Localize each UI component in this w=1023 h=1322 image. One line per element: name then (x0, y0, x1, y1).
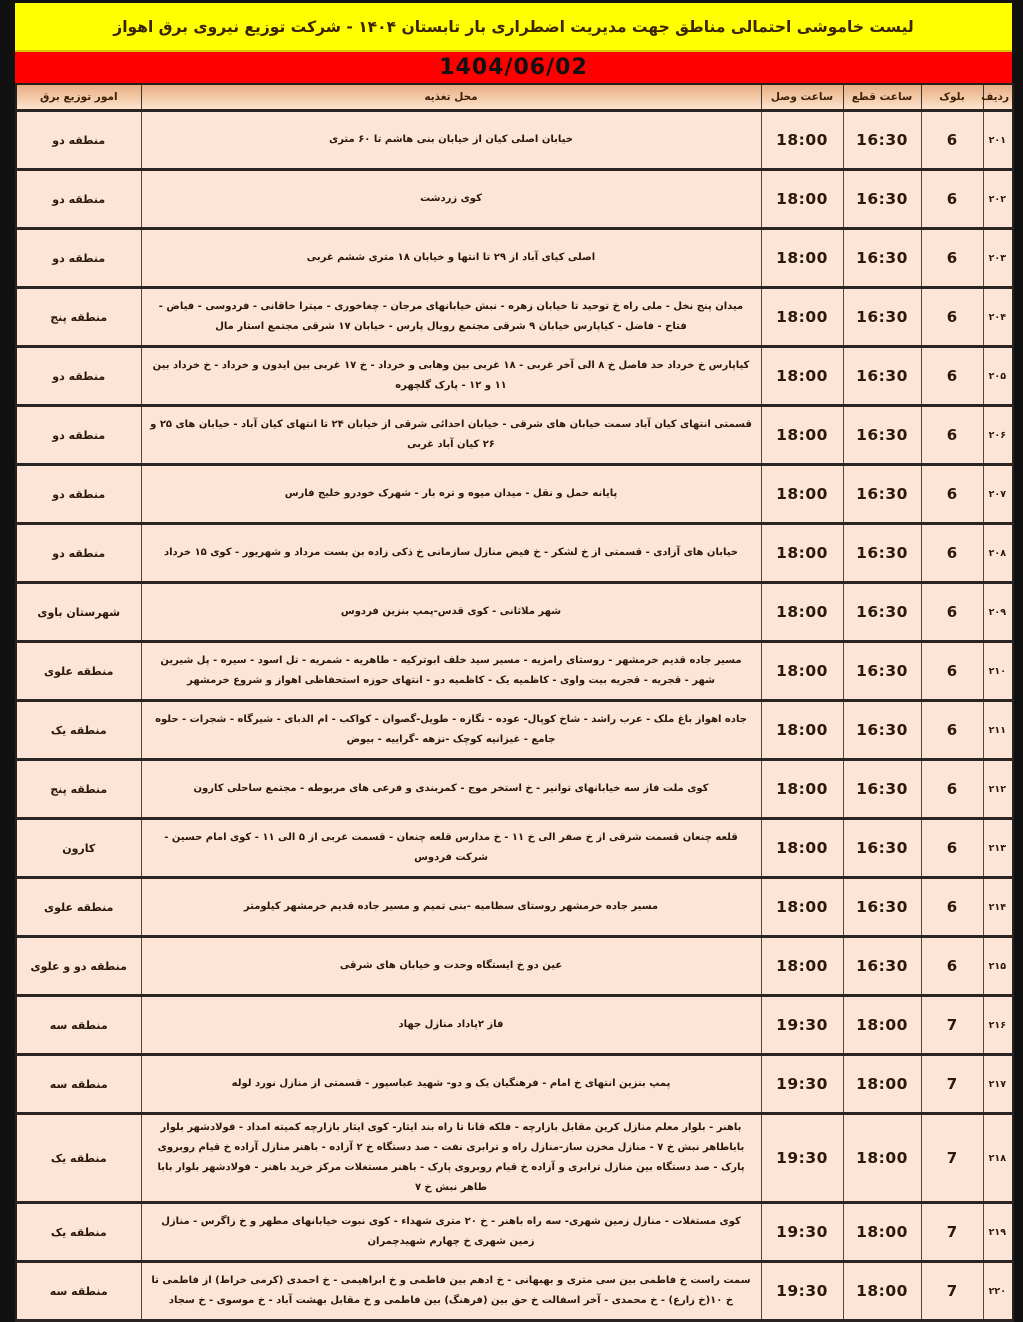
area-cell: منطقه علوی (16, 878, 141, 937)
table-row (16, 878, 1013, 937)
reconnect-time-cell: 18:00 (761, 288, 843, 347)
table-header-row (16, 84, 1013, 111)
cut-time-cell: 16:30 (843, 229, 921, 288)
block-cell: 7 (921, 1262, 983, 1321)
reconnect-time-cell: 18:00 (761, 465, 843, 524)
area-cell: شهرستان باوی (16, 583, 141, 642)
area-cell: منطقه یک (16, 1203, 141, 1262)
table-row (16, 170, 1013, 229)
date-banner: 1404/06/02 (15, 50, 1012, 83)
area-cell: منطقه دو (16, 170, 141, 229)
reconnect-time-cell: 18:00 (761, 347, 843, 406)
location-cell: کوی زردشت (141, 170, 761, 229)
reconnect-time-cell: 18:00 (761, 701, 843, 760)
row-number-cell: ۲۱۷ (983, 1055, 1013, 1114)
row-number-cell: ۲۱۸ (983, 1114, 1013, 1203)
location-cell: کیاپارس خ خرداد حد فاصل خ ۸ الی آخر غربی - ۱۸ غربی بین وهابی و خرداد - خ ۱۷ غربی بین ایدون و خرداد - خ خرداد بین ۱۱ و ۱۲ - پارک گلچهره (141, 347, 761, 406)
area-cell: منطقه یک (16, 1114, 141, 1203)
block-cell: 6 (921, 701, 983, 760)
reconnect-time-cell: 19:30 (761, 996, 843, 1055)
block-cell: 6 (921, 111, 983, 170)
row-number-cell: ۲۲۰ (983, 1262, 1013, 1321)
row-number-cell: ۲۰۴ (983, 288, 1013, 347)
cut-time-cell: 16:30 (843, 937, 921, 996)
cut-time-cell: 18:00 (843, 1114, 921, 1203)
block-cell: 6 (921, 819, 983, 878)
cut-time-cell: 16:30 (843, 288, 921, 347)
location-cell: خیابان های آزادی - قسمتی از خ لشکر - خ فیض منازل سازمانی خ ذکی زاده بن بست مرداد و شهریور - کوی ۱۵ خرداد (141, 524, 761, 583)
location-cell: میدان پنج نخل - ملی راه خ توحید تا خیابان زهره - نبش خیابانهای مرجان - چغاخوری - میترا خاقانی - فردوسی - فیاض - فتاح - فاضل - کیاپارس خیابان ۹ شرقی مجتمع رویال پارس - خیابان ۱۷ شرقی مجتمع استار مال (141, 288, 761, 347)
table-row (16, 996, 1013, 1055)
row-number-cell: ۲۱۴ (983, 878, 1013, 937)
reconnect-time-cell: 18:00 (761, 937, 843, 996)
block-cell: 6 (921, 937, 983, 996)
area-cell: منطقه سه (16, 1262, 141, 1321)
location-cell: مسیر جاده قدیم خرمشهر - روستای رامزیه - مسیر سید خلف ابوترکیه - طاهریه - شمریه - تل اسود - سیره - پل شیرین شهر - قجریه - قجریه بیت واوی - کاظمیه یک - کاظمیه دو - انتهای حوزه استحفاظی اهواز و شروع خرمشهر (141, 642, 761, 701)
cut-time-cell: 18:00 (843, 1203, 921, 1262)
reconnect-time-cell: 18:00 (761, 524, 843, 583)
cut-time-cell: 16:30 (843, 760, 921, 819)
table-row (16, 701, 1013, 760)
location-cell: کوی ملت فاز سه خیابانهای توانیر - خ استخر موج - کمربندی و فرعی های مربوطه - مجتمع ساحلی کارون (141, 760, 761, 819)
column-header-area: امور توزیع برق (16, 84, 141, 111)
reconnect-time-cell: 19:30 (761, 1114, 843, 1203)
location-cell: پمپ بنزین انتهای خ امام - فرهنگیان یک و دو- شهید عباسپور - قسمتی از منازل نورد لوله (141, 1055, 761, 1114)
row-number-cell: ۲۰۱ (983, 111, 1013, 170)
table-row (16, 406, 1013, 465)
block-cell: 7 (921, 1203, 983, 1262)
reconnect-time-cell: 19:30 (761, 1055, 843, 1114)
table-row (16, 288, 1013, 347)
location-cell: سمت راست خ فاطمی بین سی متری و بهبهانی - خ ادهم بین فاطمی و خ ابراهیمی - خ احمدی (کرمی خراط) از فاطمی تا خ ۱۰(خ زارع) - خ محمدی - آخر اسفالت خ حق بین (فرهنگ) بین فاطمی و خ مقابل بهشت آباد - خ موسوی - خ سجاد (141, 1262, 761, 1321)
location-cell: اصلی کیای آباد از ۲۹ تا انتها و خیابان ۱۸ متری ششم غربی (141, 229, 761, 288)
location-cell: شهر ملاثانی - کوی قدس-پمپ بنزین فردوس (141, 583, 761, 642)
location-cell: جاده اهواز باغ ملک - عرب راشد - شاخ کوپال- عوده - نگازه - طویل-گصوان - کواکب - ام الدبای - شیرگاه - شجرات - حلوه جامع - غیزانیه کوچک -نزهه -گراییه - بیوض (141, 701, 761, 760)
column-header-cut-time: ساعت قطع (843, 84, 921, 111)
reconnect-time-cell: 19:30 (761, 1203, 843, 1262)
row-number-cell: ۲۱۵ (983, 937, 1013, 996)
location-cell: پایانه حمل و نقل - میدان میوه و تره بار - شهرک خودرو خلیج فارس (141, 465, 761, 524)
row-number-cell: ۲۰۹ (983, 583, 1013, 642)
cut-time-cell: 16:30 (843, 701, 921, 760)
cut-time-cell: 16:30 (843, 819, 921, 878)
reconnect-time-cell: 18:00 (761, 819, 843, 878)
reconnect-time-cell: 18:00 (761, 878, 843, 937)
reconnect-time-cell: 18:00 (761, 583, 843, 642)
reconnect-time-cell: 18:00 (761, 229, 843, 288)
column-header-location: محل تغذیه (141, 84, 761, 111)
column-header-reconnect-time: ساعت وصل (761, 84, 843, 111)
row-number-cell: ۲۰۵ (983, 347, 1013, 406)
block-cell: 7 (921, 1114, 983, 1203)
area-cell: منطقه سه (16, 996, 141, 1055)
cut-time-cell: 18:00 (843, 1262, 921, 1321)
reconnect-time-cell: 18:00 (761, 170, 843, 229)
location-cell: فاز ۲پاداد منازل جهاد (141, 996, 761, 1055)
cut-time-cell: 16:30 (843, 406, 921, 465)
reconnect-time-cell: 18:00 (761, 642, 843, 701)
reconnect-time-cell: 18:00 (761, 760, 843, 819)
area-cell: منطقه پنج (16, 760, 141, 819)
area-cell: منطقه دو (16, 229, 141, 288)
row-number-cell: ۲۰۷ (983, 465, 1013, 524)
area-cell: منطقه دو و علوی (16, 937, 141, 996)
location-cell: قلعه چنعان قسمت شرقی از خ صفر الی خ ۱۱ - خ مدارس قلعه چنعان - قسمت غربی از ۵ الی ۱۱ - کوی امام حسین - شرکت فردوس (141, 819, 761, 878)
cut-time-cell: 16:30 (843, 878, 921, 937)
reconnect-time-cell: 19:30 (761, 1262, 843, 1321)
column-header-radif: ردیف (983, 84, 1013, 111)
table-row (16, 111, 1013, 170)
cut-time-cell: 18:00 (843, 1055, 921, 1114)
row-number-cell: ۲۱۲ (983, 760, 1013, 819)
area-cell: منطقه سه (16, 1055, 141, 1114)
table-row (16, 819, 1013, 878)
table-row (16, 1114, 1013, 1203)
table-row (16, 760, 1013, 819)
column-header-block: بلوک (921, 84, 983, 111)
table-row (16, 229, 1013, 288)
area-cell: منطقه دو (16, 111, 141, 170)
cut-time-cell: 16:30 (843, 642, 921, 701)
table-body (16, 111, 1013, 1321)
block-cell: 6 (921, 760, 983, 819)
table-row (16, 1203, 1013, 1262)
document-title: لیست خاموشی احتمالی مناطق جهت مدیریت اضطراری بار تابستان ۱۴۰۴ - شرکت توزیع نیروی برق اهواز (15, 3, 1012, 50)
table-row (16, 642, 1013, 701)
area-cell: منطقه دو (16, 406, 141, 465)
row-number-cell: ۲۰۶ (983, 406, 1013, 465)
table-row (16, 937, 1013, 996)
block-cell: 7 (921, 996, 983, 1055)
reconnect-time-cell: 18:00 (761, 111, 843, 170)
row-number-cell: ۲۱۶ (983, 996, 1013, 1055)
area-cell: منطقه علوی (16, 642, 141, 701)
block-cell: 6 (921, 583, 983, 642)
block-cell: 6 (921, 878, 983, 937)
cut-time-cell: 18:00 (843, 996, 921, 1055)
location-cell: عین دو خ ایستگاه وحدت و خیابان های شرقی (141, 937, 761, 996)
table-row (16, 1055, 1013, 1114)
location-cell: باهنر - بلوار معلم منازل کرین مقابل بازارچه - فلکه قانا تا راه بند ایثار- کوی ایثار بازارچه کمیته امداد - فولادشهر بلوار باباطاهر نبش خ ۷ - منازل مخزن ساز-منازل راه و ترابری نفت - صد دستگاه خ ۲ آزاده - باهنر منازل آزاده خ قیام روبروی پارک - صد دستگاه بین منازل ترابری و آزاده خ قیام روبروی پارک - باهنر مستغلات مرکز خرید باهنر - فولادشهر بلوار بابا طاهر نبش خ ۷ (141, 1114, 761, 1203)
block-cell: 6 (921, 642, 983, 701)
block-cell: 7 (921, 1055, 983, 1114)
row-number-cell: ۲۰۳ (983, 229, 1013, 288)
block-cell: 6 (921, 288, 983, 347)
cut-time-cell: 16:30 (843, 347, 921, 406)
cut-time-cell: 16:30 (843, 583, 921, 642)
table-row (16, 524, 1013, 583)
cut-time-cell: 16:30 (843, 170, 921, 229)
row-number-cell: ۲۰۸ (983, 524, 1013, 583)
cut-time-cell: 16:30 (843, 524, 921, 583)
location-cell: خیابان اصلی کیان از خیابان بنی هاشم تا ۶۰ متری (141, 111, 761, 170)
document-sheet (15, 3, 1012, 1322)
block-cell: 6 (921, 170, 983, 229)
row-number-cell: ۲۱۹ (983, 1203, 1013, 1262)
table-row (16, 347, 1013, 406)
table-row (16, 583, 1013, 642)
table-row (16, 1262, 1013, 1321)
table-row (16, 465, 1013, 524)
reconnect-time-cell: 18:00 (761, 406, 843, 465)
area-cell: کارون (16, 819, 141, 878)
row-number-cell: ۲۱۱ (983, 701, 1013, 760)
block-cell: 6 (921, 347, 983, 406)
area-cell: منطقه دو (16, 347, 141, 406)
location-cell: مسیر جاده خرمشهر روستای سطامیه -بنی تمیم و مسیر جاده قدیم خرمشهر کیلومتر (141, 878, 761, 937)
location-cell: قسمتی انتهای کیان آباد سمت خیابان های شرقی - خیابان احدائی شرقی از خیابان ۲۴ تا انتهای کیان آباد - خیابان های ۲۵ و ۲۶ کیان آباد غربی (141, 406, 761, 465)
area-cell: منطقه یک (16, 701, 141, 760)
block-cell: 6 (921, 229, 983, 288)
area-cell: منطقه دو (16, 524, 141, 583)
cut-time-cell: 16:30 (843, 465, 921, 524)
block-cell: 6 (921, 465, 983, 524)
row-number-cell: ۲۱۰ (983, 642, 1013, 701)
outage-schedule-table (15, 83, 1014, 1322)
area-cell: منطقه دو (16, 465, 141, 524)
block-cell: 6 (921, 524, 983, 583)
row-number-cell: ۲۱۳ (983, 819, 1013, 878)
area-cell: منطقه پنج (16, 288, 141, 347)
cut-time-cell: 16:30 (843, 111, 921, 170)
row-number-cell: ۲۰۲ (983, 170, 1013, 229)
block-cell: 6 (921, 406, 983, 465)
location-cell: کوی مستغلات - منازل زمین شهری- سه راه باهنر - خ ۲۰ متری شهداء - کوی نبوت خیابانهای مطهر و خ زاگرس - منازل زمین شهری خ چهارم شهیدچمران (141, 1203, 761, 1262)
